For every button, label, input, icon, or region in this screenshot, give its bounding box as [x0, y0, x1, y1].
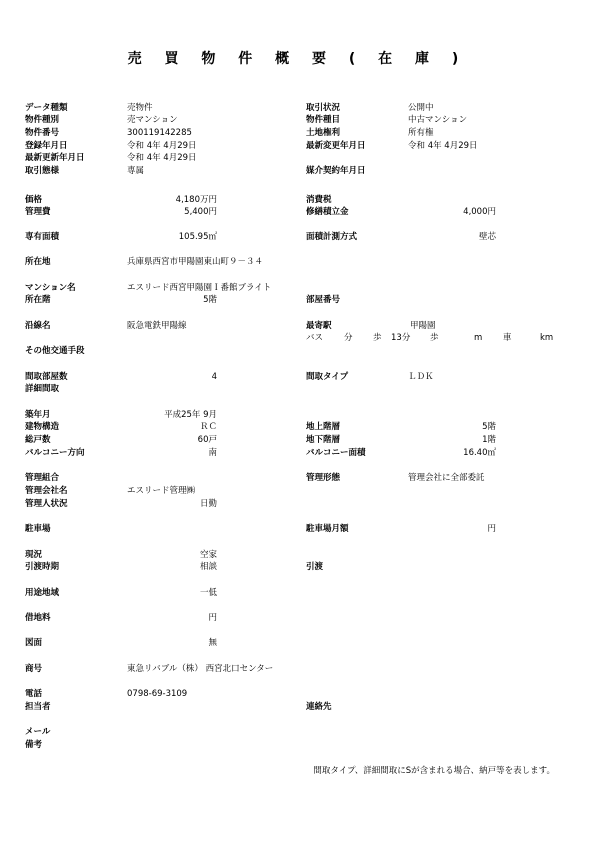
label-mansion-name: マンション名: [25, 283, 76, 293]
value-mgmt-company: エスリード管理㈱: [127, 486, 196, 496]
value-total-units: 60戸: [197, 435, 217, 445]
label-parking-fee: 駐車場月額: [306, 524, 349, 534]
label-address: 所在地: [25, 257, 51, 267]
label-station: 最寄駅: [306, 321, 332, 331]
label-balcony-dir: バルコニー方向: [25, 448, 85, 458]
label-remarks: 備考: [25, 740, 43, 750]
page-title: 売 買 物 件 概 要 ( 在 庫 ): [127, 51, 468, 67]
value-mgmt-form: 管理会社に全部委託: [408, 473, 485, 483]
label-registered: 登録年月日: [25, 141, 68, 151]
label-below-floors: 地下階層: [306, 435, 341, 445]
value-balcony-dir: 南: [208, 448, 217, 458]
value-handover-time: 相談: [199, 562, 217, 572]
label-contact: 連絡先: [306, 702, 332, 712]
value-repair-fund: 4,000円: [463, 207, 496, 217]
label-tax: 消費税: [306, 195, 332, 205]
value-registered: 令和 4年 4月29日: [127, 141, 197, 151]
value-structure: ＲＣ: [199, 422, 217, 432]
value-current: 空家: [199, 550, 217, 560]
label-total-units: 総戸数: [25, 435, 51, 445]
value-address: 兵庫県西宮市甲陽園東山町９－３４: [127, 257, 264, 267]
value-trade-name: 東急リバブル（株） 西宮北口センター: [127, 664, 274, 674]
value-built: 平成25年 9月: [164, 410, 217, 420]
value-station: 甲陽園: [410, 321, 436, 331]
label-property-no: 物件番号: [25, 128, 60, 138]
value-changed: 令和 4年 4月29日: [408, 141, 478, 151]
value-lease-fee-unit: 円: [208, 613, 217, 623]
value-rooms: 4: [211, 372, 217, 382]
label-handover-time: 引渡時期: [25, 562, 60, 572]
label-balcony-area: バルコニー面積: [306, 448, 366, 458]
value-price: 4,180万円: [175, 195, 217, 205]
value-property-item: 中古マンション: [408, 115, 468, 125]
value-parking-fee-unit: 円: [487, 524, 496, 534]
label-floor-plan: 図面: [25, 638, 43, 648]
label-mgmt-form: 管理形態: [306, 473, 341, 483]
value-floor-plan: 無: [208, 638, 217, 648]
label-area: 専有面積: [25, 232, 60, 242]
label-repair-fund: 修繕積立金: [306, 207, 349, 217]
label-bus: バス: [306, 333, 324, 343]
value-walk1: 13分: [391, 333, 411, 343]
value-land-right: 所有権: [408, 128, 434, 138]
label-km: km: [540, 333, 554, 343]
value-mgmt-fee: 5,400円: [184, 207, 217, 217]
value-layout-type: ＬＤＫ: [408, 372, 434, 382]
value-data-kind: 売物件: [127, 103, 153, 113]
label-agent-contract: 媒介契約年月日: [306, 166, 366, 176]
label-lease-fee: 借地料: [25, 613, 51, 623]
label-phone: 電話: [25, 689, 43, 699]
label-structure: 建物構造: [25, 422, 60, 432]
label-trade-status: 取引状況: [306, 103, 341, 113]
label-property-kind: 物件種別: [25, 115, 60, 125]
value-line: 阪急電鉄甲陽線: [127, 321, 187, 331]
label-manager-status: 管理人状況: [25, 499, 68, 509]
value-area-method: 壁芯: [478, 232, 496, 242]
label-trade-form: 取引態様: [25, 166, 60, 176]
label-car: 車: [503, 333, 512, 343]
value-trade-status: 公開中: [408, 103, 434, 113]
label-mgmt-company: 管理会社名: [25, 486, 68, 496]
label-floor: 所在階: [25, 295, 51, 305]
value-below-floors: 1階: [482, 435, 496, 445]
label-area-method: 面積計測方式: [306, 232, 358, 242]
value-manager-status: 日勤: [199, 499, 217, 509]
value-balcony-area: 16.40㎡: [463, 448, 496, 458]
value-updated: 令和 4年 4月29日: [127, 153, 197, 163]
label-other-transport: その他交通手段: [25, 346, 85, 356]
label-built: 築年月: [25, 410, 51, 420]
value-use-zone: 一低: [199, 588, 217, 598]
label-rooms: 間取部屋数: [25, 372, 68, 382]
label-updated: 最新更新年月日: [25, 153, 85, 163]
label-m: m: [474, 333, 483, 343]
label-layout-type: 間取タイプ: [306, 372, 349, 382]
label-land-right: 土地権利: [306, 128, 341, 138]
label-current: 現況: [25, 550, 43, 560]
label-room-no: 部屋番号: [306, 295, 341, 305]
footnote: 間取タイプ、詳細間取にSが含まれる場合、納戸等を表します。: [313, 766, 555, 776]
value-phone: 0798-69-3109: [127, 689, 188, 699]
label-mgmt-union: 管理組合: [25, 473, 60, 483]
label-property-item: 物件種目: [306, 115, 341, 125]
label-walk2: 歩: [430, 333, 439, 343]
value-above-floors: 5階: [482, 422, 496, 432]
label-data-kind: データ種類: [25, 103, 68, 113]
label-above-floors: 地上階層: [306, 422, 341, 432]
value-trade-form: 専属: [127, 166, 145, 176]
label-changed: 最新変更年月日: [306, 141, 366, 151]
label-layout-detail: 詳細間取: [25, 384, 60, 394]
label-handover: 引渡: [306, 562, 324, 572]
label-mgmt-fee: 管理費: [25, 207, 51, 217]
value-property-kind: 売マンション: [127, 115, 178, 125]
label-price: 価格: [25, 195, 43, 205]
label-use-zone: 用途地域: [25, 588, 60, 598]
label-mail: メール: [25, 727, 51, 737]
value-mansion-name: エスリード西宮甲陽園Ｉ番館ブライト: [127, 283, 272, 293]
label-min1: 分: [344, 333, 353, 343]
label-walk1: 歩: [373, 333, 382, 343]
value-area: 105.95㎡: [178, 232, 217, 242]
label-person: 担当者: [25, 702, 51, 712]
label-trade-name: 商号: [25, 664, 43, 674]
value-floor: 5階: [203, 295, 217, 305]
label-parking: 駐車場: [25, 524, 51, 534]
value-property-no: 300119142285: [127, 128, 192, 138]
label-line: 沿線名: [25, 321, 51, 331]
